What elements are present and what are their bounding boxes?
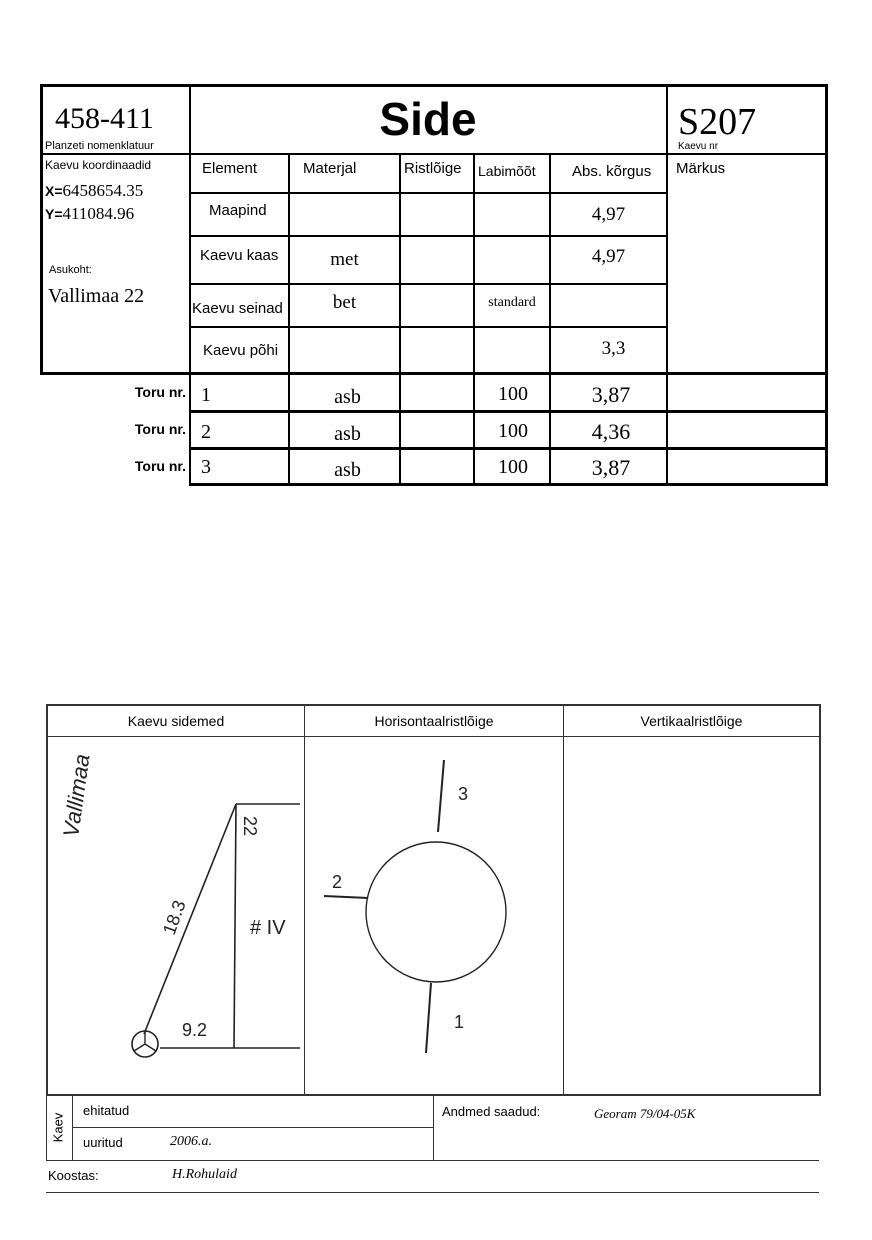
table-line <box>190 447 828 450</box>
page-title: Side <box>379 93 477 145</box>
built-label: ehitatud <box>83 1103 130 1118</box>
pipe-material: asb <box>334 423 361 445</box>
pipe-number: 3 <box>201 456 211 478</box>
location-value: Vallimaa 22 <box>48 285 145 307</box>
header-remarks: Märkus <box>676 160 726 177</box>
surveyed-label: uuritud <box>83 1135 123 1150</box>
author-label: Koostas: <box>48 1168 99 1183</box>
pipe-material: asb <box>334 459 361 481</box>
pipe-diameter: 100 <box>498 456 528 478</box>
pipe-height: 3,87 <box>591 455 631 480</box>
source-label: Andmed saadud: <box>442 1104 541 1119</box>
manhole-symbol <box>132 1031 158 1057</box>
footer-line <box>46 1095 47 1161</box>
row-material: bet <box>332 292 357 313</box>
source-value: Georam 79/04-05K <box>594 1106 696 1121</box>
header-diameter: Labimõõt <box>478 163 536 179</box>
sketch-line <box>819 704 821 1095</box>
pipe-line <box>324 896 368 898</box>
x-coordinate <box>45 181 143 201</box>
pipe-diameter: 100 <box>498 383 528 405</box>
panel-title-vertical: Vertikaalristlõige <box>640 713 743 729</box>
row-element: Maapind <box>209 202 267 219</box>
header-material: Materjal <box>303 160 357 177</box>
pipe-line <box>438 760 444 832</box>
y-coordinate <box>45 204 134 224</box>
header-element: Element <box>202 160 258 177</box>
table-line <box>190 283 666 285</box>
row-element: Kaevu kaas <box>200 247 279 264</box>
row-element: Kaevu seinad <box>192 300 283 317</box>
pipe-diameter: 100 <box>498 420 528 442</box>
well-number: S207 <box>678 101 757 143</box>
building-number: # IV <box>250 917 286 939</box>
author-value: H.Rohulaid <box>172 1167 237 1182</box>
header-cross-section: Ristlõige <box>404 160 462 177</box>
pipe-number: 2 <box>201 421 211 443</box>
y-label: Y= <box>45 206 63 222</box>
distance-bottom: 9.2 <box>182 1020 208 1040</box>
coordinates-label: Kaevu koordinaadid <box>45 158 152 172</box>
header-abs-height: Abs. kõrgus <box>572 163 652 180</box>
pipe-line <box>426 983 431 1053</box>
table-border-bottom <box>190 483 828 486</box>
street-name: Vallimaa <box>58 752 95 839</box>
distance-top: 22 <box>240 816 260 837</box>
table-line <box>40 84 43 374</box>
sketch-border-top <box>46 704 821 706</box>
pipe-number: 1 <box>201 384 211 406</box>
table-line <box>40 372 828 375</box>
row-height: 4,97 <box>591 204 626 225</box>
footer-line <box>46 1160 819 1161</box>
sketch-line <box>304 704 305 1095</box>
row-diameter: standard <box>488 295 536 310</box>
sketch-line <box>234 804 236 1048</box>
y-value: 411084.96 <box>62 204 135 223</box>
pipe-label: Toru nr. <box>134 458 186 474</box>
pipe-material: asb <box>334 386 361 408</box>
footer-side-label: Kaev <box>50 1112 66 1143</box>
well-number-label: Kaevu nr <box>678 141 719 152</box>
table-line <box>190 192 666 194</box>
footer-line <box>46 1192 819 1193</box>
nomenclature-value: 458-411 <box>55 102 154 135</box>
table-border-top <box>40 84 828 87</box>
sketch-line <box>144 804 236 1034</box>
location-label: Asukoht: <box>49 264 92 276</box>
pipe-label: 3 <box>458 784 469 804</box>
pipe-label: 2 <box>332 872 343 892</box>
x-label: X= <box>45 183 63 199</box>
pipe-height: 3,87 <box>591 382 631 407</box>
row-element: Kaevu põhi <box>203 342 279 359</box>
horizontal-section <box>306 738 562 1093</box>
row-height: 4,97 <box>591 246 626 267</box>
pipe-label: Toru nr. <box>134 421 186 437</box>
row-material: met <box>330 249 359 270</box>
sketch-line <box>563 704 564 1095</box>
table-line <box>190 410 828 413</box>
table-line <box>40 153 828 155</box>
footer-line <box>72 1127 433 1128</box>
manhole-circle <box>366 842 506 982</box>
sketch-line <box>46 736 821 737</box>
distance-diagonal: 18.3 <box>158 897 190 938</box>
pipe-label: Toru nr. <box>134 384 186 400</box>
table-line <box>190 235 666 237</box>
nomenclature-label: Planzeti nomenklatuur <box>45 140 154 152</box>
table-line <box>190 326 666 328</box>
x-value: 6458654.35 <box>62 181 144 200</box>
panel-title-ties: Kaevu sidemed <box>127 713 225 729</box>
footer-line <box>72 1095 73 1161</box>
table-line <box>825 84 828 486</box>
footer-line <box>433 1095 434 1161</box>
row-height: 3,3 <box>601 338 626 359</box>
ties-sketch <box>48 738 304 1093</box>
pipe-label: 1 <box>454 1012 465 1032</box>
surveyed-value: 2006.a. <box>170 1134 212 1149</box>
panel-title-horizontal: Horisontaalristlõige <box>374 713 494 729</box>
pipe-height: 4,36 <box>591 419 631 444</box>
